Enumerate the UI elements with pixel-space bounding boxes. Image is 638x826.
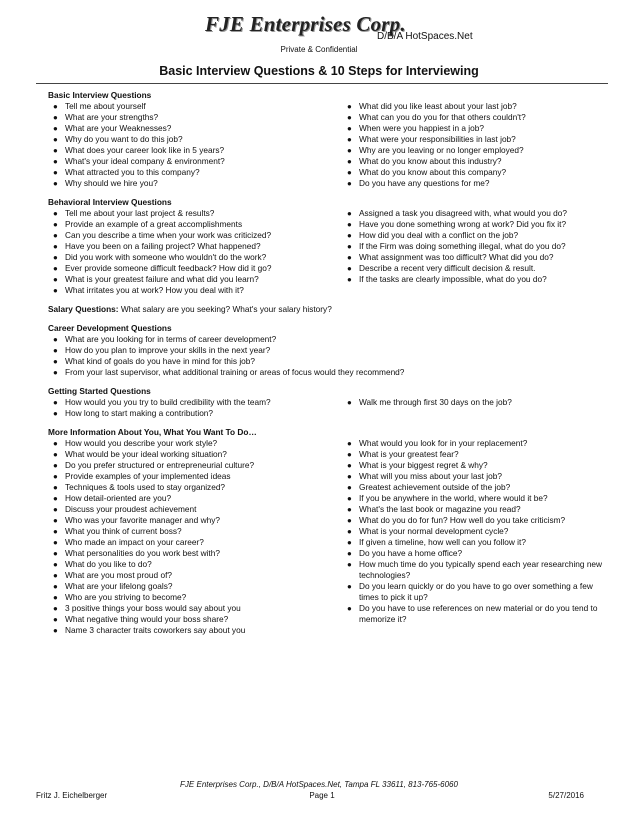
- list-item: [48, 515, 342, 526]
- list-item: [48, 548, 342, 559]
- footer-author: Fritz J. Eichelberger: [36, 791, 108, 800]
- list-item: [48, 367, 608, 378]
- list-item: [342, 537, 608, 548]
- list-item-text: Do you have a home office?: [359, 548, 463, 558]
- behavioral-questions-section: [48, 197, 608, 296]
- bullet-icon: ●: [347, 527, 352, 536]
- bullet-icon: ●: [347, 505, 352, 514]
- list-item: [342, 274, 608, 285]
- list-item-text: What is your greatest failure and what did you learn?: [65, 274, 259, 284]
- list-item: [48, 559, 342, 570]
- bullet-icon: ●: [53, 179, 58, 188]
- bullet-icon: ●: [347, 516, 352, 525]
- list-item-text: Why should we hire you?: [65, 178, 158, 188]
- bullet-icon: ●: [53, 604, 58, 613]
- bullet-icon: ●: [347, 146, 352, 155]
- list-item-text: What is your greatest fear?: [359, 449, 459, 459]
- bullet-icon: ●: [347, 135, 352, 144]
- bullet-icon: ●: [53, 516, 58, 525]
- list-item: [48, 625, 342, 636]
- list-item: [342, 178, 608, 189]
- list-item: [48, 219, 342, 230]
- list-item: [48, 614, 342, 625]
- list-item-text: Describe a recent very difficult decision & result.: [359, 263, 536, 273]
- bullet-icon: ●: [53, 626, 58, 635]
- list-item-text: What can you do you for that others couldn't?: [359, 112, 526, 122]
- getting-started-section: [48, 386, 608, 419]
- bullet-icon: ●: [347, 472, 352, 481]
- bullet-icon: ●: [53, 113, 58, 122]
- bullet-icon: ●: [53, 335, 58, 344]
- left-column: [48, 208, 342, 296]
- bullet-icon: ●: [347, 275, 352, 284]
- section-title: Getting Started Questions: [48, 386, 151, 396]
- list-item: [342, 438, 608, 449]
- bullet-icon: ●: [53, 398, 58, 407]
- two-column-list: [48, 438, 608, 636]
- list-item-text: What are your Weaknesses?: [65, 123, 172, 133]
- list-item-text: What do you know about this industry?: [359, 156, 502, 166]
- list-item: [342, 515, 608, 526]
- bullet-icon: ●: [53, 220, 58, 229]
- more-info-section: [48, 427, 608, 636]
- two-column-list: [48, 397, 608, 419]
- basic-questions-section: [48, 90, 608, 189]
- list-item-text: If the tasks are clearly impossible, what do you do?: [359, 274, 547, 284]
- salary-label: Salary Questions:: [48, 304, 119, 314]
- bullet-icon: ●: [347, 209, 352, 218]
- bullet-icon: ●: [347, 113, 352, 122]
- list-item: [342, 134, 608, 145]
- bullet-icon: ●: [347, 220, 352, 229]
- list-item-text: What's your ideal company & environment?: [65, 156, 225, 166]
- right-column: [342, 438, 608, 636]
- list-item: [48, 101, 342, 112]
- list-item: [48, 356, 608, 367]
- list-item-text: Provide an example of a great accomplishments: [65, 219, 243, 229]
- list-item-text: What does your career look like in 5 years?: [65, 145, 225, 155]
- footer-meta: [36, 791, 608, 802]
- list-item: [48, 230, 342, 241]
- list-item: [48, 397, 342, 408]
- right-column: [342, 397, 608, 419]
- list-item: [342, 548, 608, 559]
- list-item: [342, 101, 608, 112]
- bullet-icon: ●: [347, 461, 352, 470]
- bullet-icon: ●: [347, 157, 352, 166]
- bullet-icon: ●: [347, 102, 352, 111]
- list-item: [48, 334, 608, 345]
- salary-line: [48, 304, 608, 315]
- bullet-icon: ●: [53, 124, 58, 133]
- list-item-text: Name 3 character traits coworkers say about you: [65, 625, 246, 635]
- list-item-text: What attracted you to this company?: [65, 167, 200, 177]
- left-column: [48, 397, 342, 419]
- list-item: [48, 526, 342, 537]
- list-item-text: What is your biggest regret & why?: [359, 460, 488, 470]
- list-item: [48, 274, 342, 285]
- footer-page-number: Page 1: [309, 791, 335, 800]
- list-item: [48, 134, 342, 145]
- list-item-text: Who made an impact on your career?: [65, 537, 204, 547]
- bullet-icon: ●: [53, 286, 58, 295]
- list-item: [342, 603, 608, 625]
- list-item-text: Assigned a task you disagreed with, what would you do?: [359, 208, 568, 218]
- list-item: [48, 482, 342, 493]
- list-item-text: What kind of goals do you have in mind for this job?: [65, 356, 256, 366]
- right-column: [342, 208, 608, 296]
- right-column: [342, 101, 608, 189]
- list-item: [342, 156, 608, 167]
- bullet-icon: ●: [347, 398, 352, 407]
- footer-date: 5/27/2016: [548, 791, 584, 800]
- bullet-icon: ●: [347, 483, 352, 492]
- list-item-text: What assignment was too difficult? What did you do?: [359, 252, 554, 262]
- list-item-text: Discuss your proudest achievement: [65, 504, 197, 514]
- list-item-text: What would you look for in your replacement?: [359, 438, 528, 448]
- list-item-text: What are your lifelong goals?: [65, 581, 173, 591]
- list-item-text: What negative thing would your boss share?: [65, 614, 229, 624]
- bullet-icon: ●: [53, 275, 58, 284]
- bullet-icon: ●: [53, 157, 58, 166]
- list-item: [48, 471, 342, 482]
- list-item: [48, 581, 342, 592]
- list-item-text: Ever provide someone difficult feedback? How did it go?: [65, 263, 272, 273]
- list-item: [48, 460, 342, 471]
- bullet-icon: ●: [347, 168, 352, 177]
- section-title: Behavioral Interview Questions: [48, 197, 172, 207]
- list-item-text: What do you do for fun? How well do you take criticism?: [359, 515, 566, 525]
- list-item-text: Tell me about your last project & results?: [65, 208, 215, 218]
- bullet-icon: ●: [53, 253, 58, 262]
- list-item: [48, 345, 608, 356]
- company-logo: FJE Enterprises Corp.: [205, 12, 406, 36]
- dba-text: D/B/A HotSpaces.Net: [377, 31, 473, 42]
- list-item: [48, 570, 342, 581]
- bullet-icon: ●: [53, 264, 58, 273]
- left-column: [48, 438, 342, 636]
- bullet-icon: ●: [53, 209, 58, 218]
- list-item-text: Do you have to use references on new material or do you tend to memorize it?: [359, 603, 598, 624]
- page-title: Basic Interview Questions & 10 Steps for Interviewing: [159, 64, 479, 78]
- bullet-icon: ●: [347, 560, 352, 569]
- footer-company-line: FJE Enterprises Corp., D/B/A HotSpaces.Net, Tampa FL 33611, 813-765-6060: [180, 780, 458, 789]
- title-divider: [36, 83, 608, 84]
- list-item: [48, 112, 342, 123]
- bullet-icon: ●: [53, 461, 58, 470]
- bullet-icon: ●: [53, 582, 58, 591]
- salary-text: What salary are you seeking? What's your salary history?: [120, 304, 332, 314]
- list-item-text: What do you know about this company?: [359, 167, 507, 177]
- bullet-icon: ●: [53, 549, 58, 558]
- list-item: [342, 526, 608, 537]
- list-item-text: Tell me about yourself: [65, 101, 146, 111]
- list-item: [48, 145, 342, 156]
- bullet-icon: ●: [347, 264, 352, 273]
- bullet-icon: ●: [53, 494, 58, 503]
- list-item: [48, 504, 342, 515]
- list-item-text: What's the last book or magazine you read?: [359, 504, 521, 514]
- bullet-icon: ●: [53, 146, 58, 155]
- list-item: [48, 438, 342, 449]
- list-item: [342, 581, 608, 603]
- list-item-text: Do you learn quickly or do you have to go over something a few times to pick it up?: [359, 581, 593, 602]
- list-item-text: What are your strengths?: [65, 112, 159, 122]
- list-item-text: How do you plan to improve your skills in the next year?: [65, 345, 271, 355]
- list-item-text: Walk me through first 30 days on the job?: [359, 397, 512, 407]
- list-item: [342, 263, 608, 274]
- bullet-icon: ●: [347, 124, 352, 133]
- list-item: [48, 123, 342, 134]
- list-item-text: How would you describe your work style?: [65, 438, 218, 448]
- list-item: [342, 559, 608, 581]
- list-item-text: Why are you leaving or no longer employed?: [359, 145, 524, 155]
- section-title: More Information About You, What You Want To Do…: [48, 427, 257, 437]
- list-item-text: How detail-oriented are you?: [65, 493, 172, 503]
- list-item-text: What personalities do you work best with?: [65, 548, 220, 558]
- two-column-list: [48, 101, 608, 189]
- list-item: [48, 178, 342, 189]
- list-item-text: What did you like least about your last job?: [359, 101, 517, 111]
- bullet-icon: ●: [347, 179, 352, 188]
- list-item: [342, 219, 608, 230]
- list-item-text: What would be your ideal working situation?: [65, 449, 227, 459]
- list-item: [342, 449, 608, 460]
- list-item-text: How would you you try to build credibility with the team?: [65, 397, 271, 407]
- bullet-icon: ●: [53, 346, 58, 355]
- list-item-text: How much time do you typically spend each year researching new technologies?: [359, 559, 603, 580]
- salary-questions-section: [48, 304, 608, 315]
- bullet-icon: ●: [347, 494, 352, 503]
- career-list: [48, 334, 608, 378]
- list-item: [342, 230, 608, 241]
- bullet-icon: ●: [347, 450, 352, 459]
- bullet-icon: ●: [53, 505, 58, 514]
- list-item-text: What are you looking for in terms of career development?: [65, 334, 277, 344]
- bullet-icon: ●: [53, 560, 58, 569]
- list-item-text: What irritates you at work? How you deal with it?: [65, 285, 244, 295]
- two-column-list: [48, 208, 608, 296]
- list-item-text: Have you been on a failing project? What happened?: [65, 241, 261, 251]
- list-item-text: From your last supervisor, what additional training or areas of focus would they recommend?: [65, 367, 405, 377]
- bullet-icon: ●: [53, 135, 58, 144]
- bullet-icon: ●: [53, 231, 58, 240]
- bullet-icon: ●: [53, 571, 58, 580]
- left-column: [48, 101, 342, 189]
- list-item-text: Do you prefer structured or entrepreneurial culture?: [65, 460, 255, 470]
- list-item-text: Provide examples of your implemented ideas: [65, 471, 231, 481]
- bullet-icon: ●: [53, 527, 58, 536]
- bullet-icon: ●: [53, 102, 58, 111]
- list-item: [342, 252, 608, 263]
- list-item: [48, 493, 342, 504]
- list-item: [48, 408, 342, 419]
- list-item: [342, 123, 608, 134]
- list-item-text: 3 positive things your boss would say about you: [65, 603, 241, 613]
- list-item: [342, 493, 608, 504]
- list-item-text: If the Firm was doing something illegal, what do you do?: [359, 241, 566, 251]
- list-item-text: When were you happiest in a job?: [359, 123, 484, 133]
- list-item: [342, 208, 608, 219]
- list-item-text: Why do you want to do this job?: [65, 134, 183, 144]
- list-item: [342, 241, 608, 252]
- bullet-icon: ●: [53, 538, 58, 547]
- bullet-icon: ●: [53, 450, 58, 459]
- list-item: [48, 537, 342, 548]
- list-item-text: How long to start making a contribution?: [65, 408, 214, 418]
- list-item-text: How did you deal with a conflict on the job?: [359, 230, 519, 240]
- bullet-icon: ●: [347, 582, 352, 591]
- bullet-icon: ●: [53, 593, 58, 602]
- list-item: [48, 167, 342, 178]
- bullet-icon: ●: [53, 409, 58, 418]
- bullet-icon: ●: [53, 242, 58, 251]
- list-item-text: Techniques & tools used to stay organized?: [65, 482, 226, 492]
- career-questions-section: [48, 323, 608, 378]
- list-item: [48, 592, 342, 603]
- list-item: [48, 449, 342, 460]
- bullet-icon: ●: [53, 368, 58, 377]
- bullet-icon: ●: [347, 253, 352, 262]
- list-item-text: Did you work with someone who wouldn't do the work?: [65, 252, 267, 262]
- list-item-text: Do you have any questions for me?: [359, 178, 490, 188]
- section-title: Career Development Questions: [48, 323, 172, 333]
- bullet-icon: ●: [53, 472, 58, 481]
- bullet-icon: ●: [53, 615, 58, 624]
- list-item-text: Can you describe a time when your work was criticized?: [65, 230, 272, 240]
- bullet-icon: ●: [53, 168, 58, 177]
- list-item: [48, 263, 342, 274]
- list-item: [342, 145, 608, 156]
- list-item-text: Have you done something wrong at work? Did you fix it?: [359, 219, 567, 229]
- bullet-icon: ●: [347, 604, 352, 613]
- confidential-text: Private & Confidential: [280, 45, 358, 54]
- bullet-icon: ●: [53, 357, 58, 366]
- list-item-text: What do you like to do?: [65, 559, 152, 569]
- list-item: [342, 397, 608, 408]
- bullet-icon: ●: [347, 231, 352, 240]
- list-item-text: Who was your favorite manager and why?: [65, 515, 220, 525]
- list-item: [48, 252, 342, 263]
- list-item-text: If given a timeline, how well can you follow it?: [359, 537, 526, 547]
- list-item: [48, 241, 342, 252]
- list-item: [48, 208, 342, 219]
- bullet-icon: ●: [347, 242, 352, 251]
- list-item: [48, 156, 342, 167]
- list-item: [48, 603, 342, 614]
- list-item-text: What were your responsibilities in last job?: [359, 134, 516, 144]
- list-item: [342, 167, 608, 178]
- list-item: [342, 460, 608, 471]
- list-item-text: What are you most proud of?: [65, 570, 172, 580]
- list-item: [48, 285, 342, 296]
- list-item: [342, 504, 608, 515]
- bullet-icon: ●: [347, 538, 352, 547]
- bullet-icon: ●: [53, 439, 58, 448]
- list-item-text: What you think of current boss?: [65, 526, 182, 536]
- list-item-text: Who are you striving to become?: [65, 592, 187, 602]
- document-content: [48, 90, 608, 636]
- list-item-text: What will you miss about your last job?: [359, 471, 502, 481]
- list-item-text: What is your normal development cycle?: [359, 526, 509, 536]
- bullet-icon: ●: [347, 439, 352, 448]
- list-item: [342, 112, 608, 123]
- list-item-text: Greatest achievement outside of the job?: [359, 482, 511, 492]
- list-item: [342, 471, 608, 482]
- list-item: [342, 482, 608, 493]
- section-title: Basic Interview Questions: [48, 90, 152, 100]
- list-item-text: If you be anywhere in the world, where would it be?: [359, 493, 548, 503]
- bullet-icon: ●: [347, 549, 352, 558]
- bullet-icon: ●: [53, 483, 58, 492]
